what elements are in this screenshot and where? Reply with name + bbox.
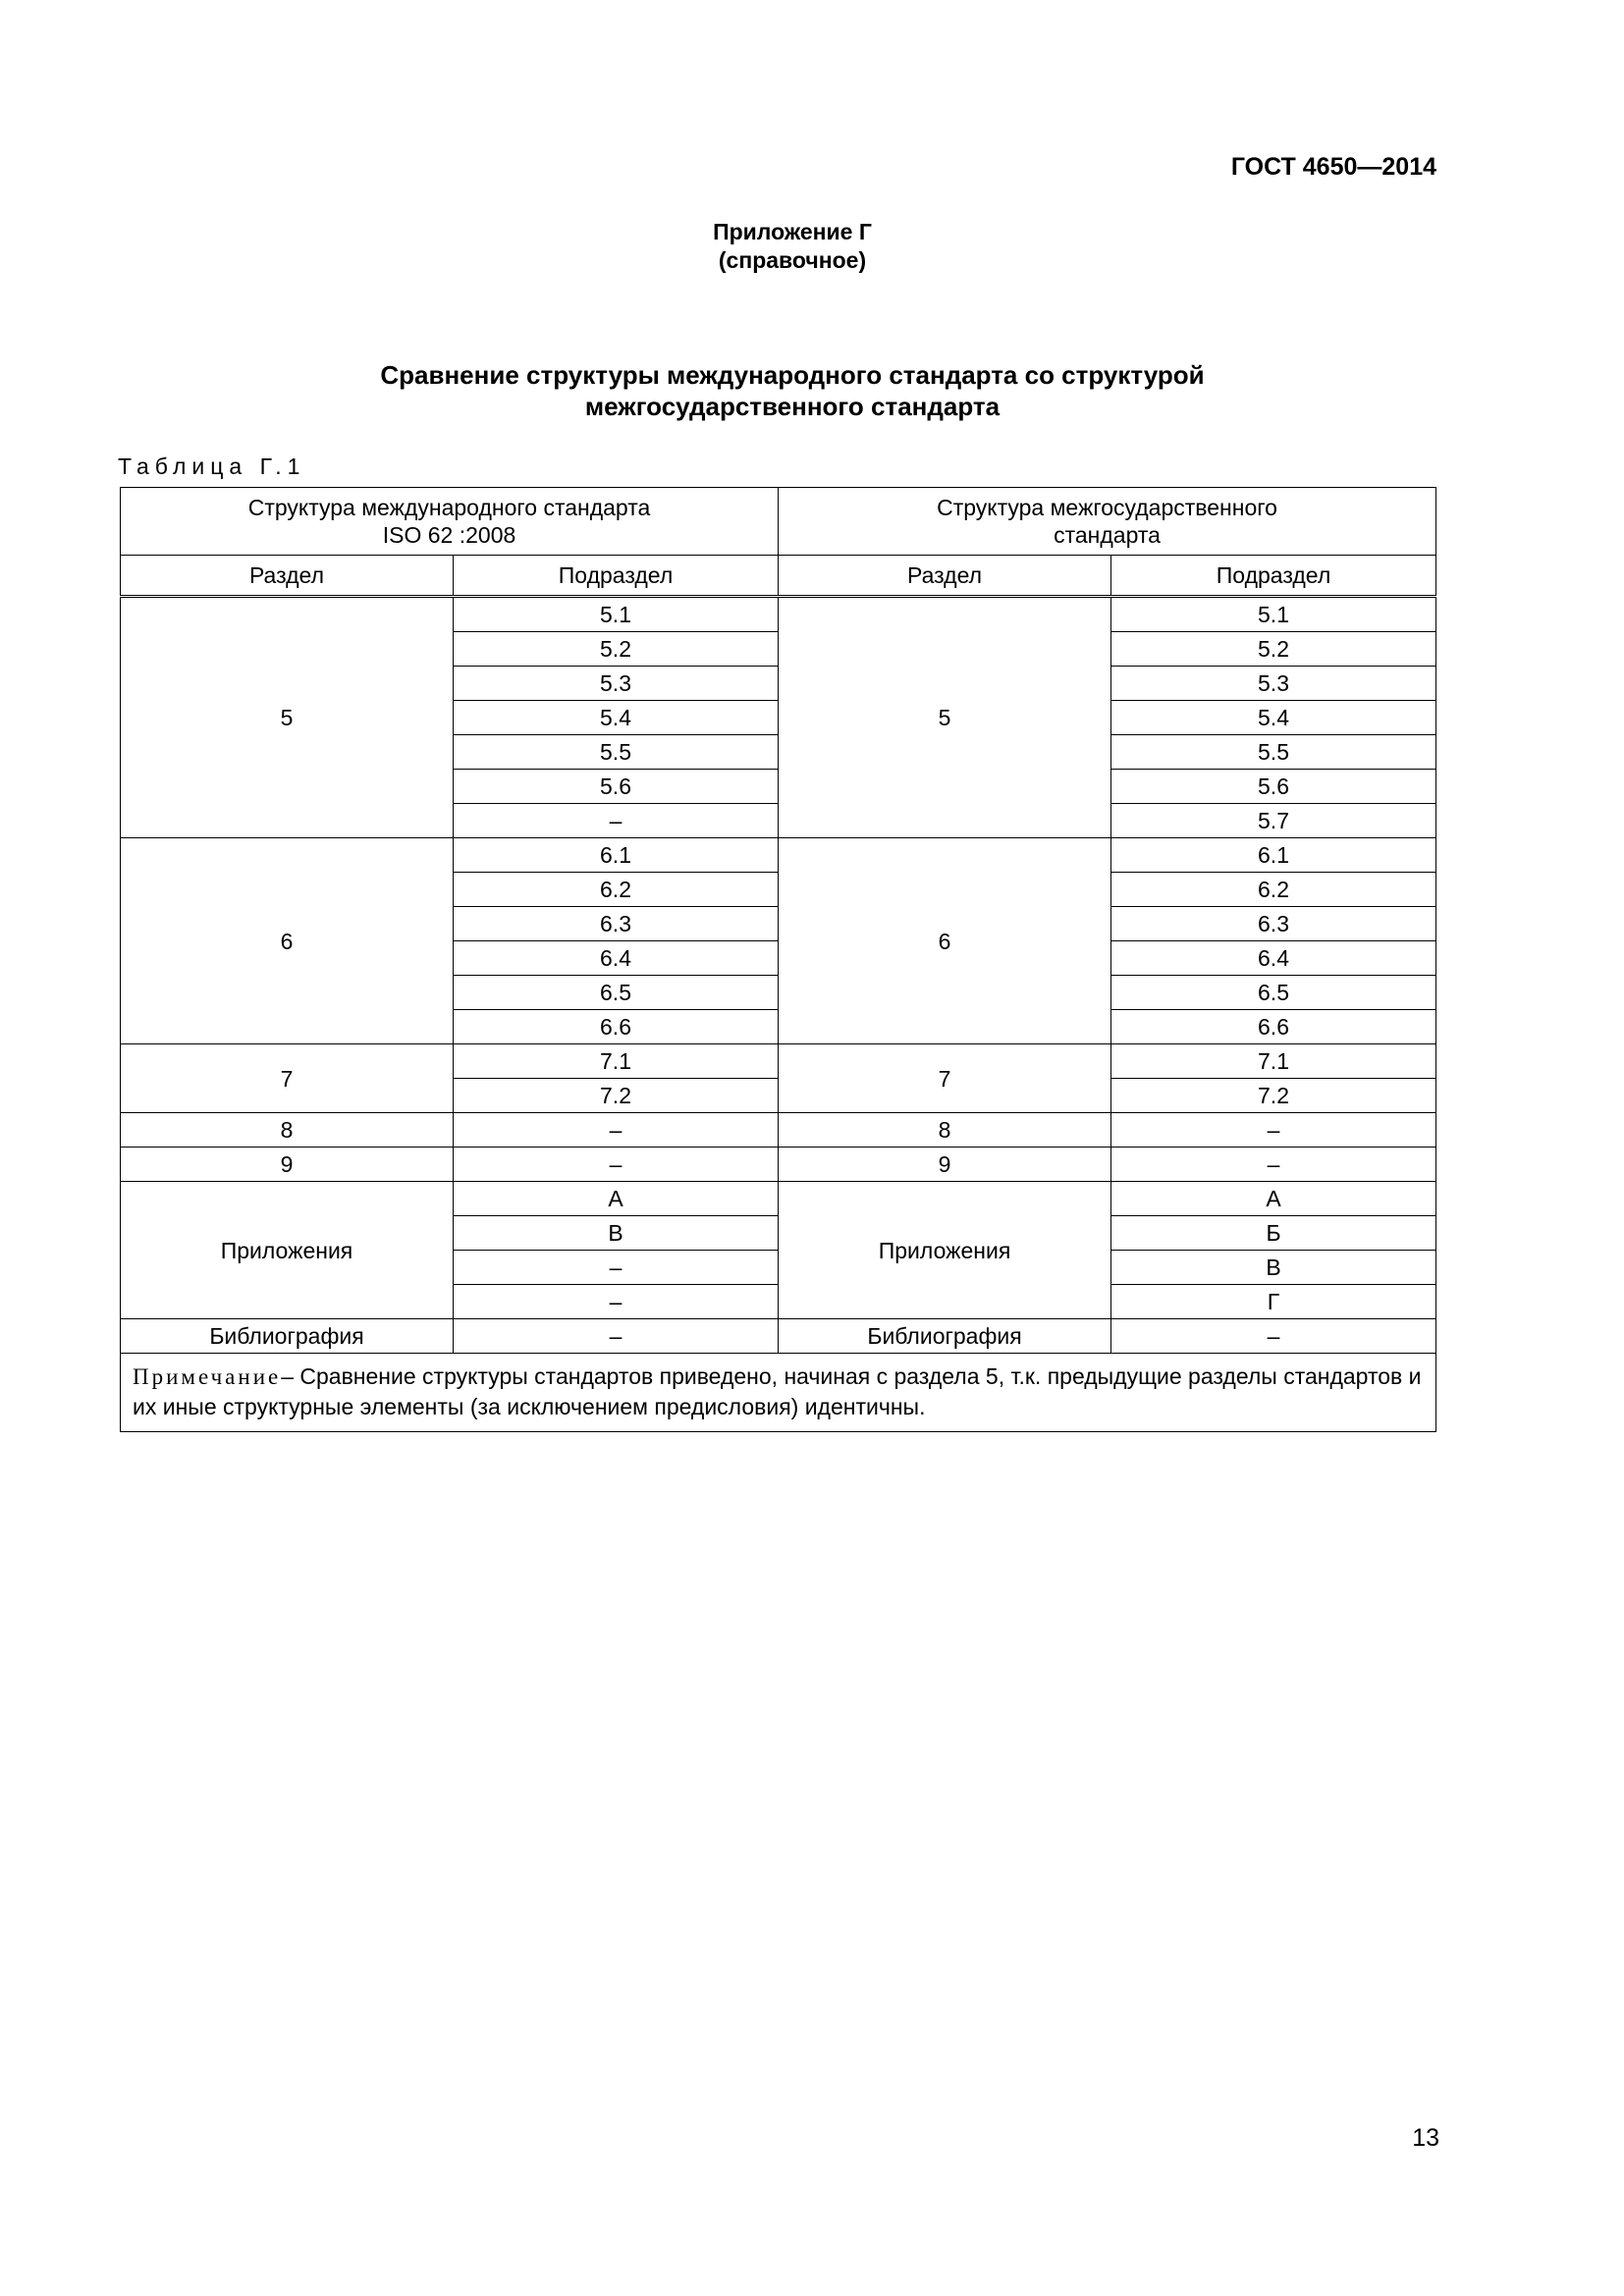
table-label: Таблица Г.1 <box>118 454 306 479</box>
inter-subsection-header: Подраздел <box>1111 556 1436 597</box>
intl-subsection-cell: 6.1 <box>454 838 779 873</box>
intl-subsection-cell: 6.2 <box>454 873 779 907</box>
intl-subsection-cell: – <box>454 1319 779 1354</box>
table-row <box>121 597 1436 632</box>
inter-subsection-cell: 6.4 <box>1111 941 1436 976</box>
intl-section-cell: 7 <box>121 1044 454 1113</box>
inter-subsection-cell: 6.2 <box>1111 873 1436 907</box>
intl-standard-header <box>121 488 779 556</box>
intl-subsection-cell: 6.5 <box>454 976 779 1010</box>
appendix-title: Приложение Г <box>713 219 872 244</box>
inter-subsection-cell: Г <box>1111 1285 1436 1319</box>
table-header-row <box>121 488 1436 556</box>
intl-subsection-cell: 5.6 <box>454 770 779 804</box>
table-row <box>121 1113 1436 1148</box>
inter-subsection-cell: 5.5 <box>1111 735 1436 770</box>
inter-subsection-cell: 7.2 <box>1111 1079 1436 1113</box>
inter-subsection-cell: – <box>1111 1113 1436 1148</box>
inter-subsection-cell: В <box>1111 1251 1436 1285</box>
intl-section-cell: Библиография <box>121 1319 454 1354</box>
intl-subsection-cell: 6.3 <box>454 907 779 941</box>
inter-header-line-1: Структура межгосударственного <box>937 495 1277 520</box>
appendix-heading <box>0 218 1585 275</box>
page-number: 13 <box>1412 2124 1439 2152</box>
inter-subsection-cell: 6.1 <box>1111 838 1436 873</box>
intl-subsection-cell: 6.6 <box>454 1010 779 1044</box>
inter-section-cell: 5 <box>779 597 1111 838</box>
interstate-standard-header <box>779 488 1436 556</box>
inter-section-header: Раздел <box>779 556 1111 597</box>
section-title-line-1: Сравнение структуры международного стандарта со структурой <box>380 360 1205 390</box>
intl-header-line-1: Структура международного стандарта <box>247 495 651 520</box>
table-row <box>121 838 1436 873</box>
table-note <box>121 1354 1436 1432</box>
inter-section-cell: Приложения <box>779 1182 1111 1319</box>
intl-section-cell: 5 <box>121 597 454 838</box>
inter-section-cell: Библиография <box>779 1319 1111 1354</box>
intl-subsection-cell: – <box>454 1285 779 1319</box>
intl-subsection-cell: 7.2 <box>454 1079 779 1113</box>
intl-subsection-cell: B <box>454 1216 779 1251</box>
intl-subsection-cell: – <box>454 804 779 838</box>
table-subheader-row <box>121 556 1436 597</box>
intl-subsection-cell: 5.1 <box>454 597 779 632</box>
intl-subsection-cell: 6.4 <box>454 941 779 976</box>
appendix-subtitle: (справочное) <box>718 247 867 273</box>
intl-subsection-cell: 5.4 <box>454 701 779 735</box>
inter-subsection-cell: Б <box>1111 1216 1436 1251</box>
inter-subsection-cell: 5.2 <box>1111 632 1436 667</box>
inter-subsection-cell: А <box>1111 1182 1436 1216</box>
document-code: ГОСТ 4650—2014 <box>1230 153 1436 181</box>
table-row <box>121 1148 1436 1182</box>
table-row <box>121 1044 1436 1079</box>
inter-section-cell: 8 <box>779 1113 1111 1148</box>
table-row <box>121 1319 1436 1354</box>
intl-section-cell: 6 <box>121 838 454 1044</box>
table-row <box>121 1182 1436 1216</box>
note-text: – Сравнение структуры стандартов приведено, начиная с раздела 5, т.к. предыдущие разделы стандартов и их иные структурные элементы (за исключением предисловия) идентичны. <box>133 1363 1422 1419</box>
intl-section-cell: 9 <box>121 1148 454 1182</box>
intl-subsection-cell: 5.2 <box>454 632 779 667</box>
inter-subsection-cell: 5.1 <box>1111 597 1436 632</box>
inter-subsection-cell: 6.5 <box>1111 976 1436 1010</box>
intl-subsection-cell: – <box>454 1113 779 1148</box>
section-title <box>0 359 1585 422</box>
intl-subsection-cell: 5.5 <box>454 735 779 770</box>
inter-subsection-cell: 6.6 <box>1111 1010 1436 1044</box>
note-lead: Примечание <box>133 1364 282 1389</box>
inter-subsection-cell: 5.3 <box>1111 667 1436 701</box>
inter-section-cell: 9 <box>779 1148 1111 1182</box>
inter-subsection-cell: 6.3 <box>1111 907 1436 941</box>
section-title-line-2: межгосударственного стандарта <box>584 392 1001 421</box>
inter-subsection-cell: 7.1 <box>1111 1044 1436 1079</box>
inter-subsection-cell: 5.4 <box>1111 701 1436 735</box>
intl-section-cell: 8 <box>121 1113 454 1148</box>
inter-subsection-cell: – <box>1111 1319 1436 1354</box>
intl-section-cell: Приложения <box>121 1182 454 1319</box>
table-body <box>121 597 1436 1354</box>
intl-subsection-header: Подраздел <box>454 556 779 597</box>
intl-subsection-cell: 5.3 <box>454 667 779 701</box>
inter-section-cell: 6 <box>779 838 1111 1044</box>
table-note-row <box>121 1354 1436 1432</box>
inter-section-cell: 7 <box>779 1044 1111 1113</box>
inter-subsection-cell: – <box>1111 1148 1436 1182</box>
intl-subsection-cell: 7.1 <box>454 1044 779 1079</box>
intl-subsection-cell: A <box>454 1182 779 1216</box>
inter-header-line-2: стандарта <box>1054 522 1161 548</box>
intl-header-line-2: ISO 62 :2008 <box>382 522 516 548</box>
inter-subsection-cell: 5.7 <box>1111 804 1436 838</box>
intl-subsection-cell: – <box>454 1251 779 1285</box>
intl-section-header: Раздел <box>121 556 454 597</box>
structure-comparison-table <box>120 487 1436 1432</box>
intl-subsection-cell: – <box>454 1148 779 1182</box>
inter-subsection-cell: 5.6 <box>1111 770 1436 804</box>
